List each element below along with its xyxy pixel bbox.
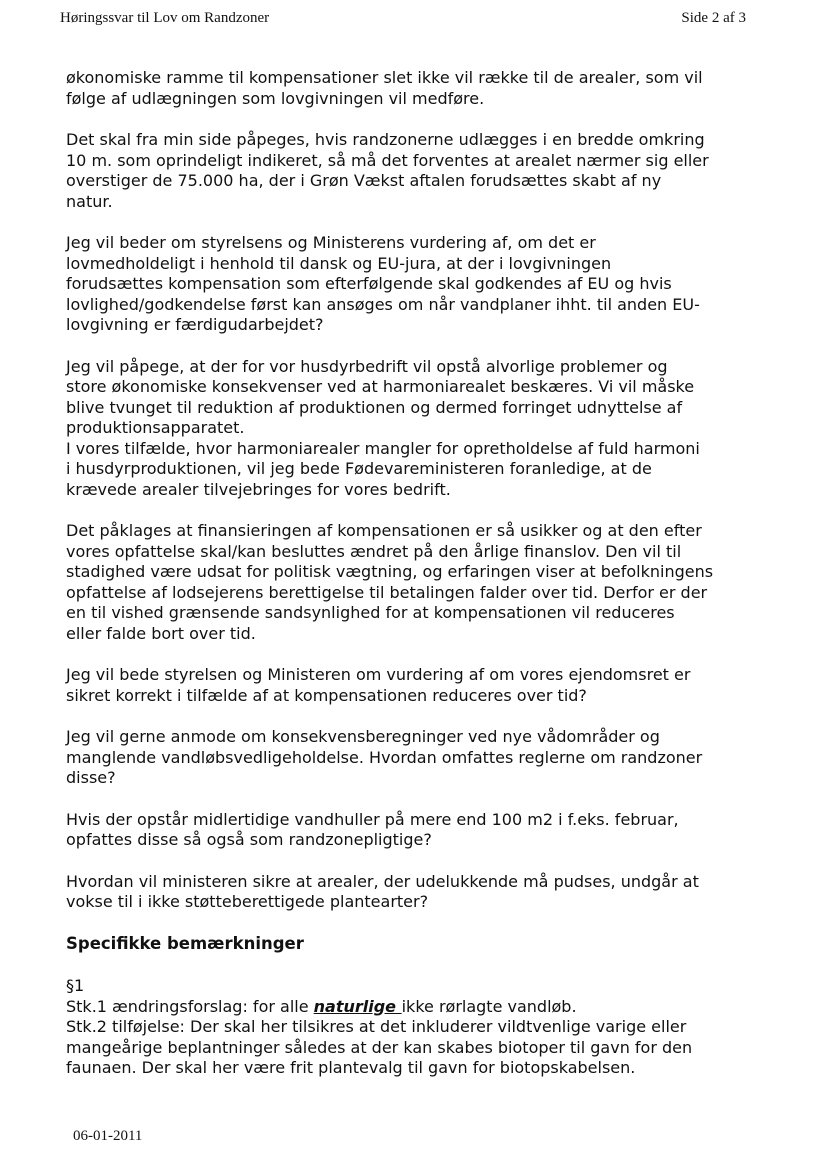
text-line: vores opfattelse skal/kan besluttes ændret på den årlige finanslov. Den vil til — [66, 541, 682, 561]
text-line: opfattes disse så også som randzonepligtige? — [66, 830, 432, 849]
section-heading: Specifikke bemærkninger — [66, 933, 304, 953]
paragraph-eu-legality — [66, 233, 756, 336]
text-line: Det skal fra min side påpeges, hvis randzonerne udlægges i en bredde omkring — [66, 130, 705, 149]
text-line: faunaen. Der skal her være frit plantevalg til gavn for biotopskabelsen. — [66, 1058, 636, 1077]
paragraph-temporary-ponds — [66, 810, 756, 851]
paragraph-wetlands — [66, 727, 756, 789]
paragraph-plant-species — [66, 872, 756, 913]
text-line: Jeg vil beder om styrelsens og Ministerens vurdering af, om det er — [66, 233, 596, 252]
text-line: overstiger de 75.000 ha, der i Grøn Vækst aftalen forudsættes skabt af ny — [66, 171, 662, 190]
text-line: følge af udlægningen som lovgivningen vil medføre. — [66, 88, 485, 108]
text-line: disse? — [66, 768, 116, 787]
text-line: Jeg vil gerne anmode om konsekvensberegninger ved nye vådområder og — [66, 727, 660, 746]
stk1-line — [66, 997, 756, 1018]
text-line: en til vished grænsende sandsynlighed for at kompensationen vil reduceres — [66, 603, 675, 622]
stk1-emphasis: naturlige — [313, 996, 402, 1016]
stk1-prefix: Stk.1 ændringsforslag: for alle — [66, 996, 314, 1016]
text-line: Hvis der opstår midlertidige vandhuller på mere end 100 m2 i f.eks. februar, — [66, 809, 679, 829]
paragraph-section-1 — [66, 976, 756, 1079]
text-line: opfattelse af lodsejerens berettigelse til betalingen falder over tid. Derfor er der — [66, 582, 708, 602]
paragraph-property-rights — [66, 665, 756, 706]
text-line: stadighed være udsat for politisk vægtning, og erfaringen viser at befolkningens — [66, 562, 714, 581]
text-line: Jeg vil bede styrelsen og Ministeren om vurdering af om vores ejendomsret er — [66, 665, 691, 684]
text-line: natur. — [66, 191, 113, 211]
text-line: sikret korrekt i tilfælde af at kompensationen reduceres over tid? — [66, 685, 587, 705]
text-line: mangeårige beplantninger således at der kan skabes biotoper til gavn for den — [66, 1037, 693, 1057]
text-line: Jeg vil påpege, at der for vor husdyrbedrift vil opstå alvorlige problemer og — [66, 356, 668, 376]
paragraph-compensation-frame — [66, 68, 756, 109]
text-line: blive tvunget til reduktion af produktionen og dermed forringet udnyttelse af — [66, 397, 683, 417]
document-body — [66, 68, 756, 1100]
paragraph-livestock-harmony — [66, 357, 756, 501]
text-line: lovlighed/godkendelse først kan ansøges om når vandplaner ihht. til anden EU- — [66, 294, 700, 314]
text-line: lovgivning er færdigudarbejdet? — [66, 315, 324, 334]
text-line: Hvordan vil ministeren sikre at arealer, der udelukkende må pudses, undgår at — [66, 871, 699, 891]
paragraph-mark: §1 — [66, 976, 85, 995]
text-line: Det påklages at finansieringen af kompensationen er så usikker og at den efter — [66, 521, 702, 540]
text-line: økonomiske ramme til kompensationer slet ikke vil række til de arealer, som vil — [66, 68, 703, 87]
text-line: eller falde bort over tid. — [66, 623, 256, 643]
page-number: Side 2 af 3 — [681, 10, 746, 26]
text-line: produktionsapparatet. — [66, 418, 245, 437]
paragraph-financing — [66, 521, 756, 644]
text-line: vokse til i ikke støtteberettigede plantearter? — [66, 892, 429, 911]
text-line: forudsættes kompensation som efterfølgende skal godkendes af EU og hvis — [66, 274, 672, 293]
text-line: i husdyrproduktionen, vil jeg bede Fødevareministeren foranledige, at de — [66, 459, 652, 478]
text-line: manglende vandløbsvedligeholdelse. Hvordan omfattes reglerne om randzoner — [66, 747, 703, 767]
text-line: Stk.2 tilføjelse: Der skal her tilsikres at det inkluderer vildtvenlige varige eller — [66, 1017, 687, 1036]
document-header-title: Høringssvar til Lov om Randzoner — [60, 10, 270, 26]
text-line: store økonomiske konsekvenser ved at harmoniarealet beskæres. Vi vil måske — [66, 377, 695, 396]
text-line: lovmedholdeligt i henhold til dansk og EU-jura, at der i lovgivningen — [66, 253, 612, 273]
text-line: 10 m. som oprindeligt indikeret, så må det forventes at arealet nærmer sig eller — [66, 150, 709, 170]
stk1-suffix: ikke rørlagte vandløb. — [401, 996, 577, 1016]
text-line: krævede arealer tilvejebringes for vores bedrift. — [66, 479, 451, 499]
footer-date: 06-01-2011 — [73, 1128, 143, 1144]
text-line: I vores tilfælde, hvor harmoniarealer mangler for opretholdelse af fuld harmoni — [66, 438, 700, 458]
paragraph-zone-width — [66, 130, 756, 212]
